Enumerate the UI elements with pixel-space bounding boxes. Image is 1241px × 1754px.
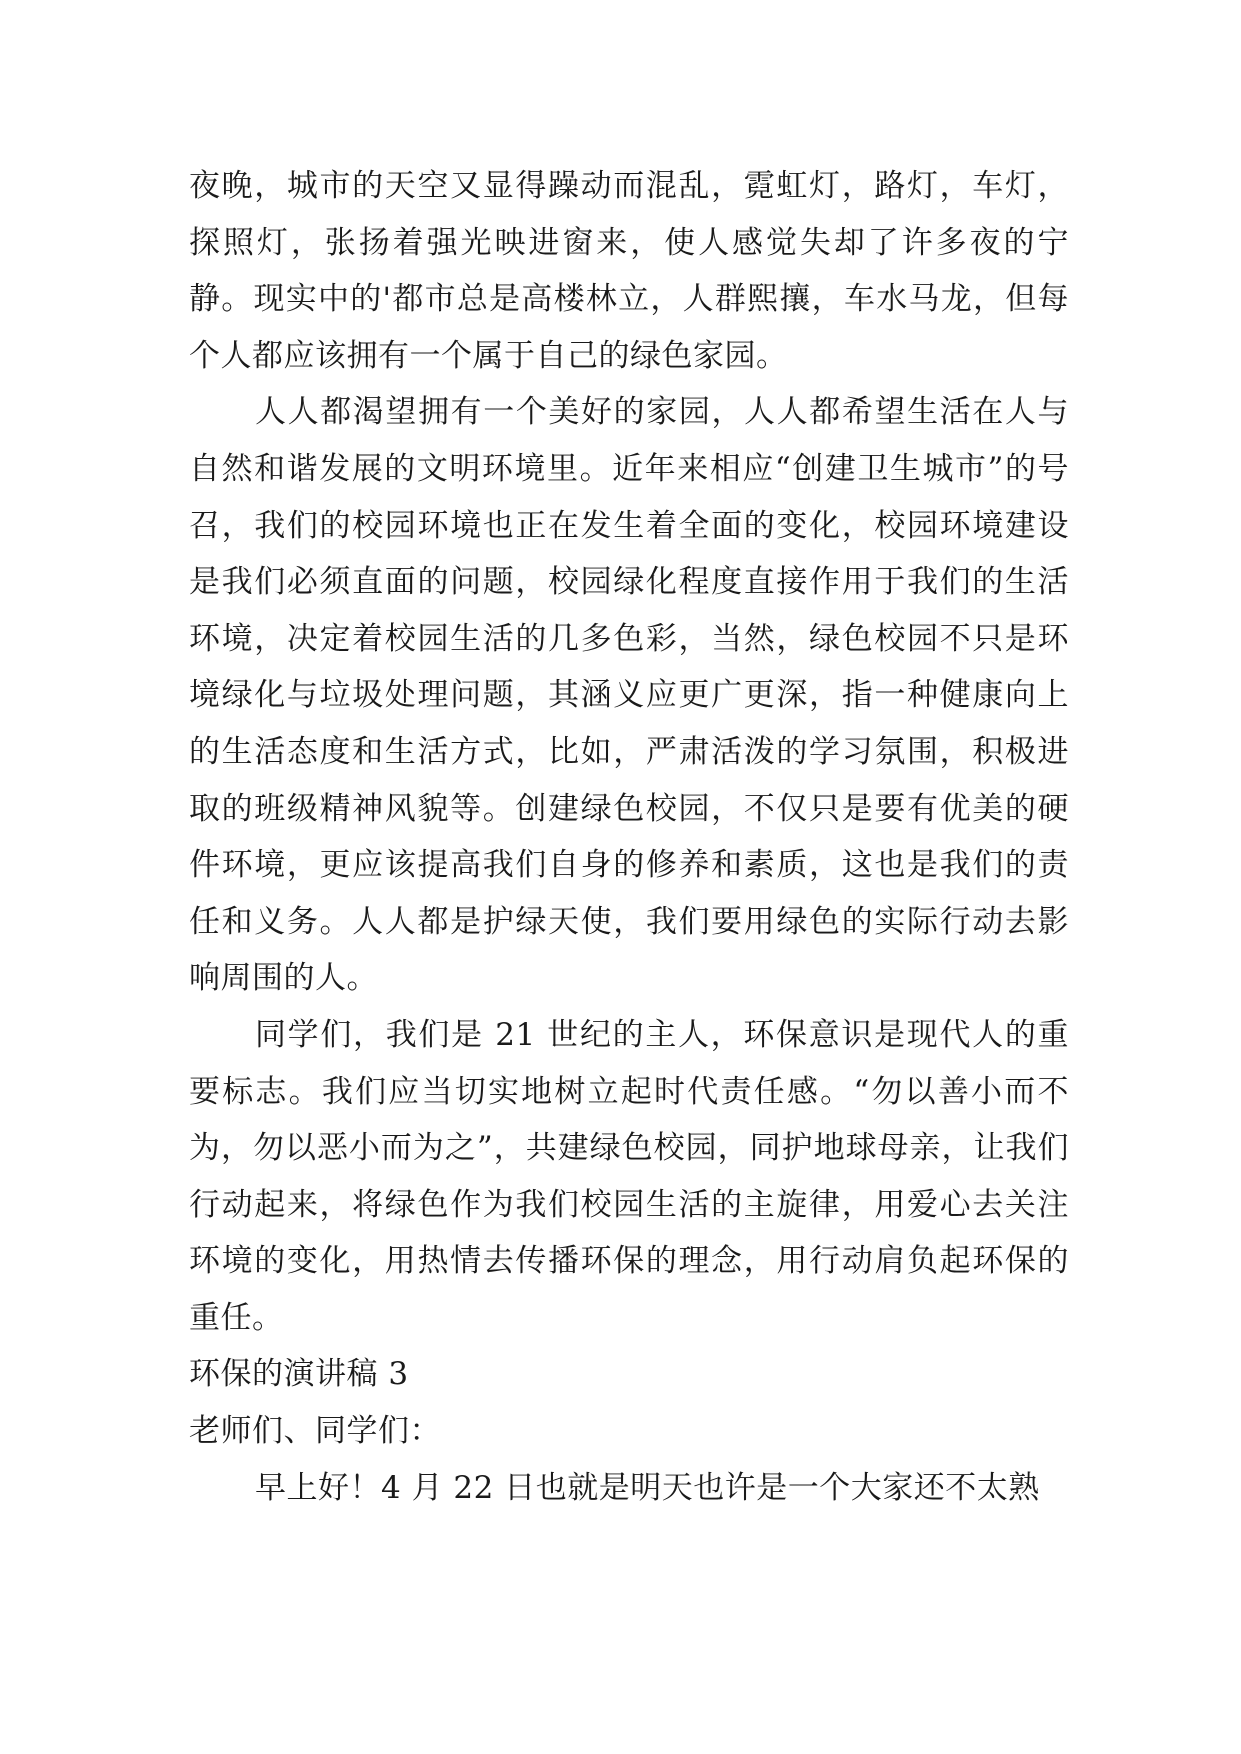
section-title: 环保的演讲稿 3 xyxy=(189,1356,409,1393)
document-body xyxy=(189,158,1069,1516)
salutation: 老师们、同学们： xyxy=(189,1413,441,1450)
paragraph-intro: 夜晚，城市的天空又显得躁动而混乱，霓虹灯，路灯，车灯，探照灯，张扬着强光映进窗来，使人感觉失却了许多夜的宁静。现实中的'都市总是高楼林立，人群熙攘，车水马龙，但每个人都应该拥有一个属于自己的绿色家园。 xyxy=(189,168,1069,374)
paragraph-call-to-action: 同学们，我们是 21 世纪的主人，环保意识是现代人的重要标志。我们应当切实地树立起时代责任感。“勿以善小而不为，勿以恶小而为之”，共建绿色校园，同护地球母亲，让我们行动起来，将绿色作为我们校园生活的主旋律，用爱心去关注环境的变化，用热情去传播环保的理念，用行动肩负起环保的重任。 xyxy=(189,1016,1069,1336)
paragraph-greeting: 早上好！4 月 22 日也就是明天也许是一个大家还不太熟 xyxy=(255,1469,1040,1506)
paragraph-green-campus: 人人都渴望拥有一个美好的家园，人人都希望生活在人与自然和谐发展的文明环境里。近年来相应“创建卫生城市”的号召，我们的校园环境也正在发生着全面的变化，校园环境建设是我们必须直面的问题，校园绿化程度直接作用于我们的生活环境，决定着校园生活的几多色彩，当然，绿色校园不只是环境绿化与垃圾处理问题，其涵义应更广更深，指一种健康向上的生活态度和生活方式，比如，严肃活泼的学习氛围，积极进取的班级精神风貌等。创建绿色校园，不仅只是要有优美的硬件环境，更应该提高我们自身的修养和素质，这也是我们的责任和义务。人人都是护绿天使，我们要用绿色的实际行动去影响周围的人。 xyxy=(189,394,1069,997)
